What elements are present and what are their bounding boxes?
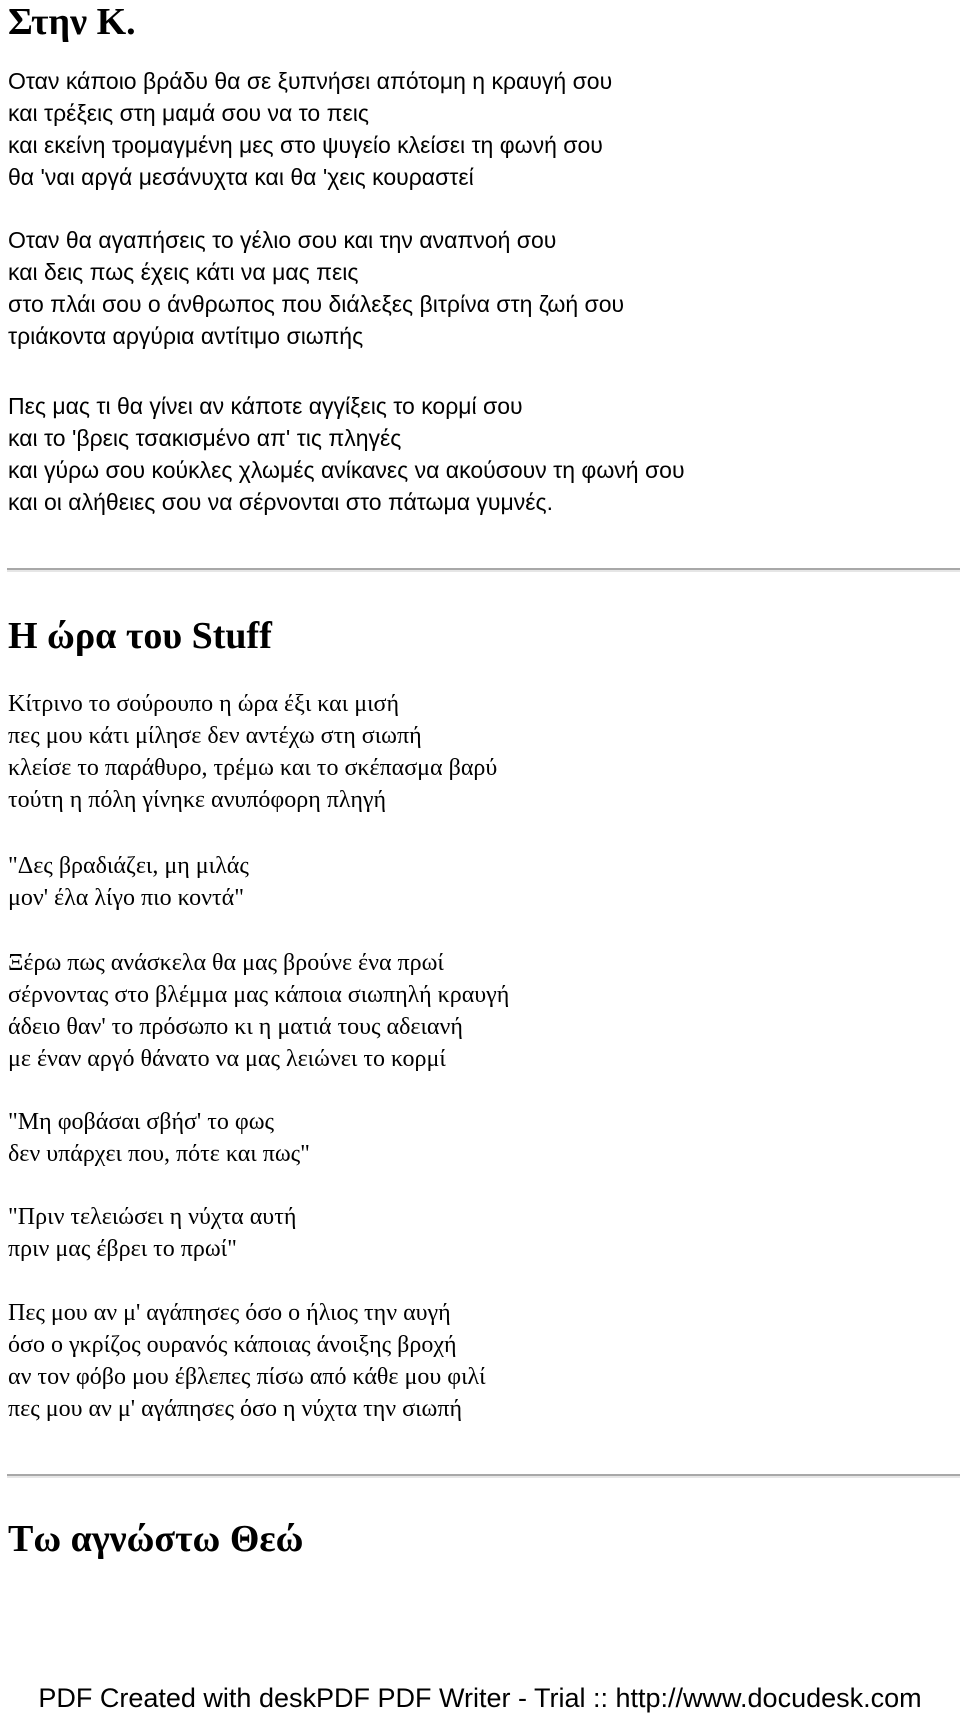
stanza [8, 65, 948, 193]
poem-line: και οι αλήθειες σου να σέρνονται στο πάτωμα γυμνές. [8, 489, 553, 515]
poem-line: με έναν αργό θάνατο να μας λειώνει το κορμί [8, 1046, 446, 1072]
poem-line: άδειο θαν' το πρόσωπο κι η ματιά τους αδειανή [8, 1014, 463, 1040]
poem-line: δεν υπάρχει που, πότε και πως" [8, 1141, 310, 1167]
poem-title: Στην Κ. [8, 1, 136, 43]
poem-title: Τω αγνώστω Θεώ [8, 1518, 304, 1560]
stanza [8, 688, 948, 816]
poem-line: αν τον φόβο μου έβλεπες πίσω από κάθε μου φιλί [8, 1364, 486, 1390]
stanza [8, 1106, 948, 1170]
poem-line: Ξέρω πως ανάσκελα θα μας βρούνε ένα πρωί [8, 950, 444, 976]
stanza [8, 224, 948, 352]
poem-line: Οταν θα αγαπήσεις το γέλιο σου και την αναπνοή σου [8, 227, 557, 253]
poem-line: όσο ο γκρίζος ουρανός κάποιας άνοιξης βροχή [8, 1332, 457, 1358]
stanza [8, 947, 948, 1075]
poem-line: θα 'ναι αργά μεσάνυχτα και θα 'χεις κουραστεί [8, 164, 474, 190]
poem-line: Οταν κάποιο βράδυ θα σε ξυπνήσει απότομη η κραυγή σου [8, 68, 613, 94]
poem-line: "Πριν τελειώσει η νύχτα αυτή [8, 1204, 297, 1230]
poem-line: Πες μας τι θα γίνει αν κάποτε αγγίξεις το κορμί σου [8, 393, 523, 419]
poem-line: στο πλάι σου ο άνθρωπος που διάλεξες βιτρίνα στη ζωή σου [8, 291, 625, 317]
poem-line: και τρέξεις στη μαμά σου να το πεις [8, 100, 369, 126]
poem-line: τριάκοντα αργύρια αντίτιμο σιωπής [8, 323, 364, 349]
poem-line: "Δες βραδιάζει, μη μιλάς [8, 853, 249, 879]
stanza [8, 390, 948, 518]
poem-line: κλείσε το παράθυρο, τρέμω και το σκέπασμα βαρύ [8, 755, 498, 781]
poem-line: και το 'βρεις τσακισμένο απ' τις πληγές [8, 425, 402, 451]
poem-line: μον' έλα λίγο πιο κοντά" [8, 885, 245, 911]
poem-line: και δεις πως έχεις κάτι να μας πεις [8, 259, 359, 285]
poem-line: σέρνοντας στο βλέμμα μας κάποια σιωπηλή κραυγή [8, 982, 510, 1008]
poem-line: Πες μου αν μ' αγάπησες όσο ο ήλιος την αυγή [8, 1300, 451, 1326]
pdf-watermark-footer: PDF Created with deskPDF PDF Writer - Trial :: http://www.docudesk.com [38, 1683, 922, 1713]
poem-line: "Μη φοβάσαι σβήσ' το φως [8, 1109, 275, 1135]
poem-line: και εκείνη τρομαγμένη μες στο ψυγείο κλείσει τη φωνή σου [8, 132, 603, 158]
poem-line: πες μου αν μ' αγάπησες όσο η νύχτα την σιωπή [8, 1396, 463, 1422]
stanza [8, 1201, 948, 1265]
poem-line: τούτη η πόλη γίνηκε ανυπόφορη πληγή [8, 787, 387, 813]
stanza [8, 850, 948, 914]
horizontal-rule [7, 568, 960, 572]
horizontal-rule [7, 1474, 960, 1478]
poem-line: πες μου κάτι μίλησε δεν αντέχω στη σιωπή [8, 723, 422, 749]
poem-line: και γύρω σου κούκλες χλωμές ανίκανες να ακούσουν τη φωνή σου [8, 457, 685, 483]
poem-line: Κίτρινο το σούρουπο η ώρα έξι και μισή [8, 691, 400, 717]
poem-line: πριν μας έβρει το πρωί" [8, 1236, 237, 1262]
stanza [8, 1297, 948, 1425]
poem-title: Η ώρα του Stuff [8, 615, 272, 657]
